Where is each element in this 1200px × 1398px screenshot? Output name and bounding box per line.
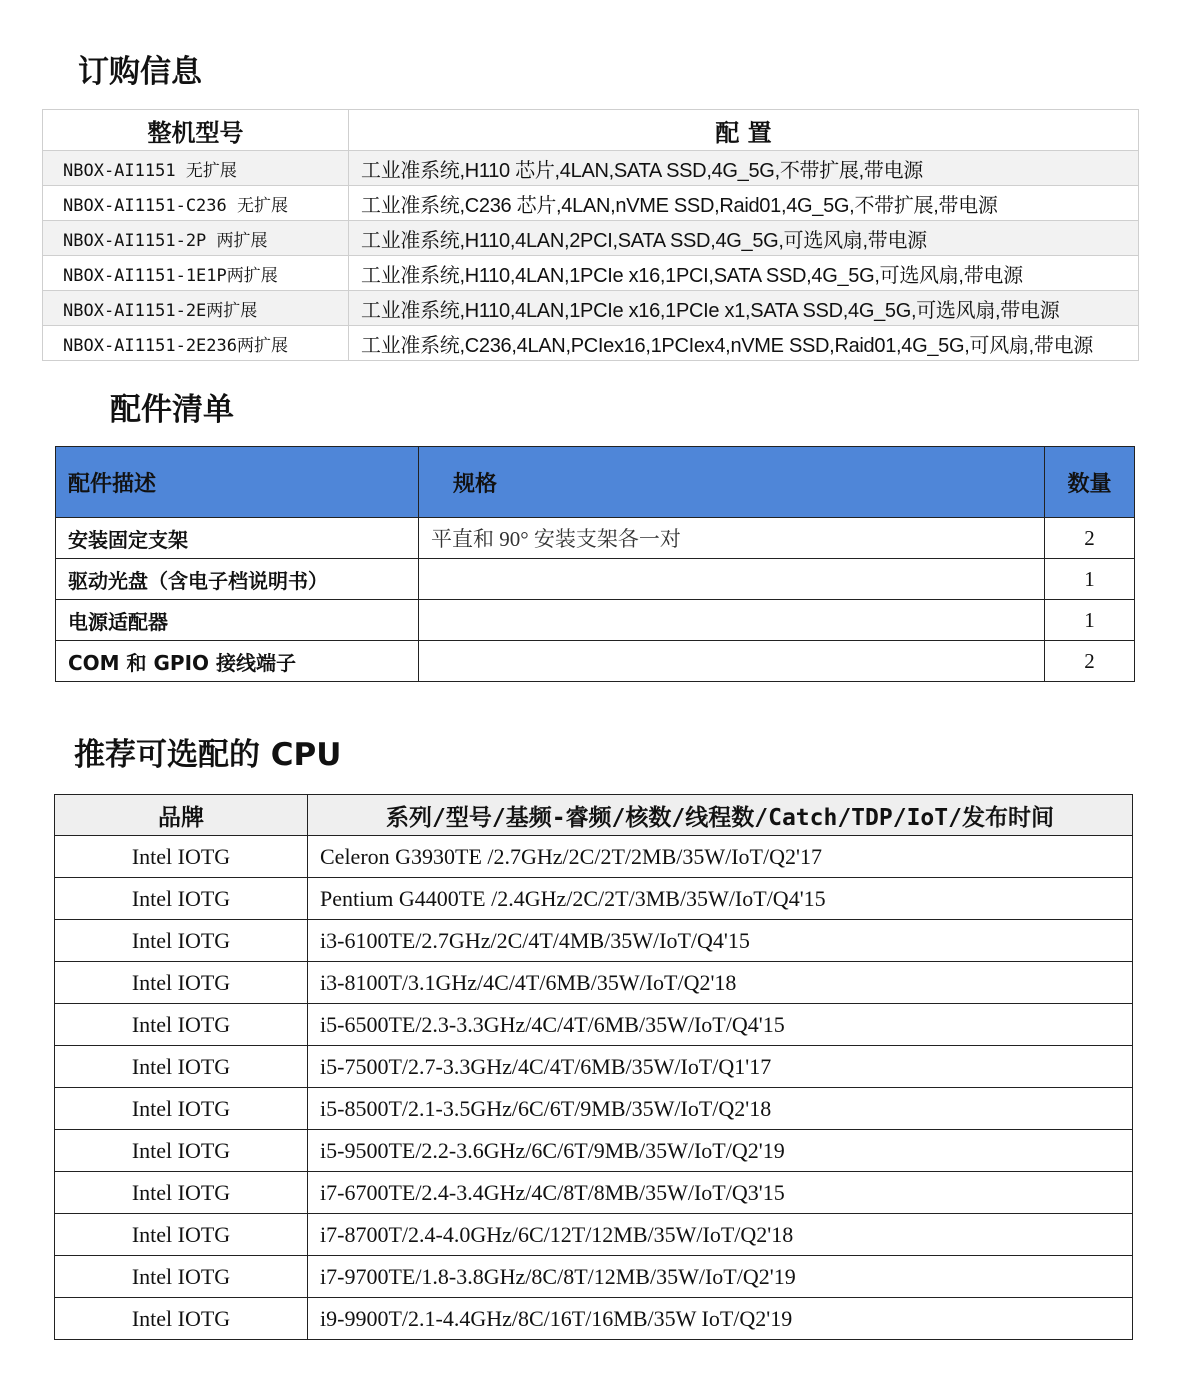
table-row: [43, 151, 1139, 186]
table-row: [55, 1214, 1133, 1256]
ordering-heading: 订购信息: [78, 54, 202, 90]
table-row: [55, 1046, 1133, 1088]
brand-cell: Intel IOTG: [55, 920, 308, 962]
brand-cell: Intel IOTG: [55, 1130, 308, 1172]
model-cell: NBOX-AI1151-2E两扩展: [43, 291, 349, 326]
table-row: [43, 291, 1139, 326]
brand-cell: Intel IOTG: [55, 1046, 308, 1088]
cpu-spec-cell: i3-6100TE/2.7GHz/2C/4T/4MB/35W/IoT/Q4'15: [308, 920, 1133, 962]
table-row: [55, 836, 1133, 878]
qty-cell: 1: [1045, 559, 1135, 600]
table-row: [43, 256, 1139, 291]
cpu-header-brand: 品牌: [55, 795, 308, 836]
table-row: [56, 559, 1135, 600]
model-cell: NBOX-AI1151-C236 无扩展: [43, 186, 349, 221]
accessories-header-row: [56, 447, 1135, 518]
config-cell: 工业准系统,H110 芯片,4LAN,SATA SSD,4G_5G,不带扩展,带电源: [349, 151, 1139, 186]
table-row: [55, 920, 1133, 962]
config-cell: 工业准系统,H110,4LAN,1PCIe x16,1PCIe x1,SATA SSD,4G_5G,可选风扇,带电源: [349, 291, 1139, 326]
cpu-heading: 推荐可选配的 CPU: [74, 737, 342, 773]
config-cell: 工业准系统,H110,4LAN,2PCI,SATA SSD,4G_5G,可选风扇,带电源: [349, 221, 1139, 256]
table-row: [56, 641, 1135, 682]
model-cell: NBOX-AI1151-1E1P两扩展: [43, 256, 349, 291]
desc-cell: 电源适配器: [56, 600, 419, 641]
table-row: [55, 878, 1133, 920]
cpu-table: [54, 794, 1133, 1340]
table-row: [55, 1298, 1133, 1340]
cpu-spec-cell: i7-6700TE/2.4-3.4GHz/4C/8T/8MB/35W/IoT/Q3'15: [308, 1172, 1133, 1214]
brand-cell: Intel IOTG: [55, 1088, 308, 1130]
spec-cell: 平直和 90° 安装支架各一对: [419, 518, 1045, 559]
table-row: [56, 518, 1135, 559]
ordering-table: [42, 109, 1139, 361]
accessories-header-qty: 数量: [1045, 447, 1135, 518]
cpu-spec-cell: i5-6500TE/2.3-3.3GHz/4C/4T/6MB/35W/IoT/Q4'15: [308, 1004, 1133, 1046]
cpu-spec-cell: i7-8700T/2.4-4.0GHz/6C/12T/12MB/35W/IoT/Q2'18: [308, 1214, 1133, 1256]
spec-cell: [419, 600, 1045, 641]
desc-cell: COM 和 GPIO 接线端子: [56, 641, 419, 682]
table-row: [55, 962, 1133, 1004]
spec-cell: [419, 559, 1045, 600]
table-row: [43, 186, 1139, 221]
config-cell: 工业准系统,C236,4LAN,PCIex16,1PCIex4,nVME SSD,Raid01,4G_5G,可风扇,带电源: [349, 326, 1139, 361]
ordering-header-model: 整机型号: [43, 110, 349, 151]
table-row: [55, 1256, 1133, 1298]
table-row: [43, 326, 1139, 361]
cpu-spec-cell: i5-8500T/2.1-3.5GHz/6C/6T/9MB/35W/IoT/Q2'18: [308, 1088, 1133, 1130]
config-cell: 工业准系统,H110,4LAN,1PCIe x16,1PCI,SATA SSD,4G_5G,可选风扇,带电源: [349, 256, 1139, 291]
brand-cell: Intel IOTG: [55, 1256, 308, 1298]
brand-cell: Intel IOTG: [55, 878, 308, 920]
brand-cell: Intel IOTG: [55, 1004, 308, 1046]
brand-cell: Intel IOTG: [55, 1214, 308, 1256]
qty-cell: 2: [1045, 641, 1135, 682]
qty-cell: 2: [1045, 518, 1135, 559]
model-cell: NBOX-AI1151-2P 两扩展: [43, 221, 349, 256]
table-row: [56, 600, 1135, 641]
cpu-spec-cell: i3-8100T/3.1GHz/4C/4T/6MB/35W/IoT/Q2'18: [308, 962, 1133, 1004]
spec-cell: [419, 641, 1045, 682]
cpu-spec-cell: Celeron G3930TE /2.7GHz/2C/2T/2MB/35W/IoT/Q2'17: [308, 836, 1133, 878]
cpu-spec-cell: i5-7500T/2.7-3.3GHz/4C/4T/6MB/35W/IoT/Q1'17: [308, 1046, 1133, 1088]
accessories-heading: 配件清单: [110, 392, 234, 428]
cpu-header-spec: 系列/型号/基频-睿频/核数/线程数/Catch/TDP/IoT/发布时间: [308, 795, 1133, 836]
brand-cell: Intel IOTG: [55, 962, 308, 1004]
cpu-spec-cell: Pentium G4400TE /2.4GHz/2C/2T/3MB/35W/IoT/Q4'15: [308, 878, 1133, 920]
ordering-header-config: 配 置: [349, 110, 1139, 151]
cpu-spec-cell: i7-9700TE/1.8-3.8GHz/8C/8T/12MB/35W/IoT/Q2'19: [308, 1256, 1133, 1298]
cpu-spec-cell: i9-9900T/2.1-4.4GHz/8C/16T/16MB/35W IoT/Q2'19: [308, 1298, 1133, 1340]
table-row: [55, 1088, 1133, 1130]
accessories-header-desc: 配件描述: [56, 447, 419, 518]
brand-cell: Intel IOTG: [55, 836, 308, 878]
brand-cell: Intel IOTG: [55, 1298, 308, 1340]
cpu-header-row: [55, 795, 1133, 836]
table-row: [43, 221, 1139, 256]
desc-cell: 驱动光盘（含电子档说明书）: [56, 559, 419, 600]
accessories-table: [55, 446, 1135, 682]
table-row: [55, 1004, 1133, 1046]
config-cell: 工业准系统,C236 芯片,4LAN,nVME SSD,Raid01,4G_5G,不带扩展,带电源: [349, 186, 1139, 221]
qty-cell: 1: [1045, 600, 1135, 641]
accessories-header-spec: 规格: [419, 447, 1045, 518]
table-row: [55, 1172, 1133, 1214]
model-cell: NBOX-AI1151-2E236两扩展: [43, 326, 349, 361]
brand-cell: Intel IOTG: [55, 1172, 308, 1214]
desc-cell: 安装固定支架: [56, 518, 419, 559]
table-row: [55, 1130, 1133, 1172]
model-cell: NBOX-AI1151 无扩展: [43, 151, 349, 186]
ordering-header-row: [43, 110, 1139, 151]
cpu-spec-cell: i5-9500TE/2.2-3.6GHz/6C/6T/9MB/35W/IoT/Q2'19: [308, 1130, 1133, 1172]
